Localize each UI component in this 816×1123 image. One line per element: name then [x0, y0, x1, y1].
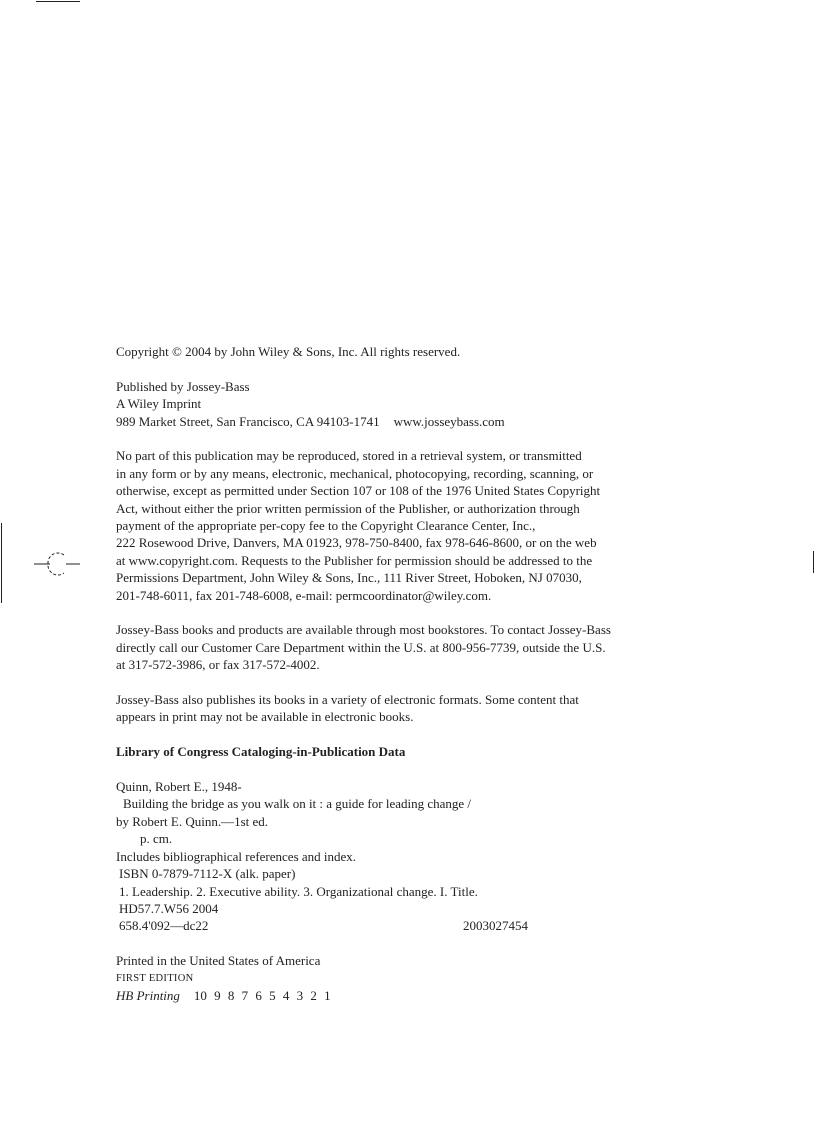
printing-info: [116, 952, 706, 1004]
electronic-formats-paragraph: [116, 691, 706, 726]
printed-country: Printed in the United States of America: [116, 953, 321, 969]
copyright-line: Copyright © 2004 by John Wiley & Sons, Inc. All rights reserved.: [116, 344, 461, 359]
permissions-line: Permissions Department, John Wiley & Sons, Inc., 111 River Street, Hoboken, NJ 07030,: [116, 570, 582, 586]
permissions-paragraph: [116, 447, 706, 604]
cip-subjects: 1. Leadership. 2. Executive ability. 3. Organizational change. I. Title.: [119, 883, 478, 899]
publisher-address-row: [116, 413, 706, 430]
cip-title: Building the bridge as you walk on it : a guide for leading change /: [123, 796, 472, 812]
publisher-name: Published by Jossey-Bass: [116, 378, 250, 394]
permissions-line: payment of the appropriate per-copy fee to the Copyright Clearance Center, Inc.,: [116, 518, 536, 534]
edition-label: FIRST EDITION: [116, 972, 194, 984]
crop-mark-top: [36, 1, 80, 2]
copyright-text-block: [116, 343, 706, 1004]
registration-mark-icon: [34, 550, 80, 578]
availability-line: directly call our Customer Care Department within the U.S. at 800-956-7739, outside the U.S.: [116, 639, 606, 655]
cip-lccn: 2003027454: [463, 918, 528, 934]
cip-pcm: p. cm.: [140, 831, 173, 847]
permissions-line: at www.copyright.com. Requests to the Publisher for permission should be addressed to the: [116, 552, 593, 568]
printing-row: [116, 987, 706, 1004]
electronic-line: Jossey-Bass also publishes its books in a variety of electronic formats. Some content that: [116, 692, 579, 708]
cip-includes: Includes bibliographical references and index.: [116, 848, 357, 864]
cip-author: Quinn, Robert E., 1948-: [116, 779, 242, 795]
printing-label: HB Printing: [116, 987, 180, 1003]
publisher-imprint: A Wiley Imprint: [116, 396, 202, 412]
crop-mark-left: [1, 523, 2, 603]
permissions-line: No part of this publication may be reproduced, stored in a retrieval system, or transmitted: [116, 448, 582, 464]
permissions-line: in any form or by any means, electronic, mechanical, photocopying, recording, scanning, or: [116, 465, 594, 481]
cip-dewey-row: [116, 917, 706, 934]
cip-record: [116, 778, 706, 935]
cip-by-line: by Robert E. Quinn.—1st ed.: [116, 813, 269, 829]
availability-paragraph: [116, 621, 706, 673]
cip-heading: Library of Congress Cataloging-in-Publication Data: [116, 744, 406, 760]
permissions-line: Act, without either the prior written permission of the Publisher, or authorization through: [116, 500, 580, 516]
cip-isbn: ISBN 0-7879-7112-X (alk. paper): [119, 866, 296, 882]
permissions-line: 222 Rosewood Drive, Danvers, MA 01923, 978-750-8400, fax 978-646-8600, or on the web: [116, 535, 597, 551]
printing-numbers: 10 9 8 7 6 5 4 3 2 1: [193, 987, 331, 1003]
cip-dewey: 658.4'092—dc22: [119, 918, 209, 934]
cip-lc-class: HD57.7.W56 2004: [119, 900, 219, 916]
publisher-address: 989 Market Street, San Francisco, CA 94103-1741: [116, 413, 380, 429]
electronic-line: appears in print may not be available in electronic books.: [116, 709, 414, 725]
crop-mark-right: [813, 551, 814, 573]
permissions-line: 201-748-6011, fax 201-748-6008, e-mail: permcoordinator@wiley.com.: [116, 587, 492, 603]
publisher-website: www.josseybass.com: [393, 413, 505, 429]
availability-line: at 317-572-3986, or fax 317-572-4002.: [116, 657, 320, 673]
permissions-line: otherwise, except as permitted under Section 107 or 108 of the 1976 United States Copyright: [116, 483, 601, 499]
availability-line: Jossey-Bass books and products are available through most bookstores. To contact Jossey-Bass: [116, 622, 611, 638]
